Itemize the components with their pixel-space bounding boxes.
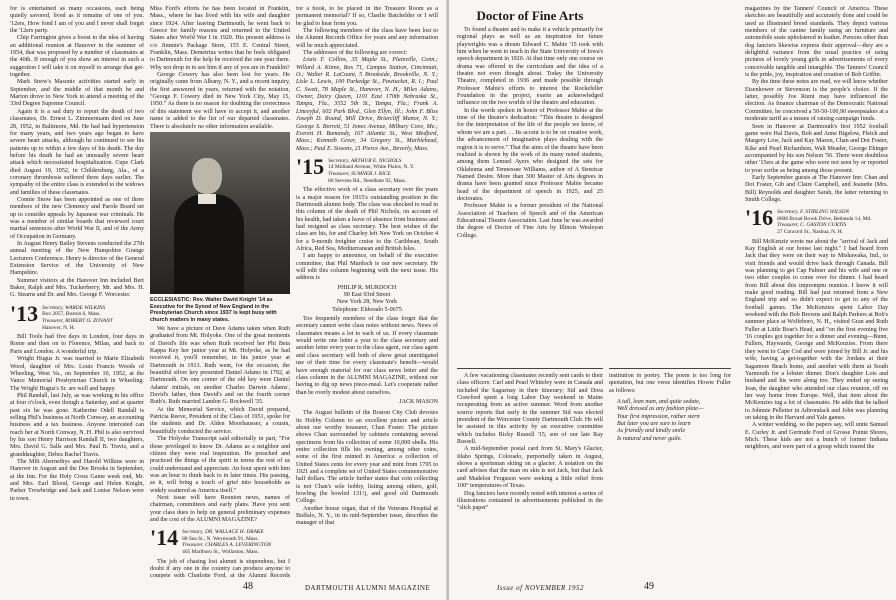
- paragraph: The following members of the class have been lost to the Alumni Records Office for years and any information will be much appreciated.: [296, 28, 438, 49]
- paragraph: Again it is a sad duty to report the death of two classmates, Dr. Ernest L. Zimmermann died on June 28, 1952, in Baltimore, Md. He had had hypertension for many years, and two years ago began to have severe heart attacks, although he continued to see his patients up to within a few days of his death. The day before his death he had an unusually severe heart attack which necessitated hospitalization. Cupe Clark died August 19, 1952, in Childersburg, Ala., of a coronary thrombosis suffered three days earlier. The sympathy of the entire class is extended to the widows and families of these classmates.: [10, 108, 144, 196]
- paragraph: In August Henry Bailey Stevens conducted the 27th annual meeting of the New Hampshire Grange Lecturers Conference. Henry is director of the General Extension Service of the University of New Hampshire.: [10, 241, 144, 277]
- page-number-right: 49: [644, 581, 654, 592]
- paragraph: Mark Snow's Masonic activities started early in September, and the middle of that month he and Marion drove to New York to attend a meeting of the 33rd Degree Supreme Council.: [10, 79, 144, 108]
- paragraph: At the Memorial Service, which David prepared, Patricia Reeve, President of the Class of 1951, spoke for the students and Dr. Alden Moorhausser, a cousin, beautifully conducted the service.: [150, 406, 290, 435]
- class-officers: Secretary, DR. WALLACE H. DRAKE 88 Sea St., N. Weymouth 91, Mass. Treasurer, CHARLES A. LEVERINGTON 465 Marlboro St., Wollaston, Mass.: [182, 529, 272, 556]
- right-column-1-bottom: [457, 364, 603, 576]
- left-column-2-bottom: [150, 326, 290, 578]
- paragraph: The Milt Abernethys and Harold Wilkins were in Hanover in August and the Dee Brooks in September, at the Inn. For the Holy Cross Game week end, Mr. and Mrs. Earl Blood, George and Helen Knight, Parker Trowbridge and Jack and Louise Nelson were in town.: [10, 458, 144, 502]
- paragraph: Early September guests at The Hanover Inn: Chan and Dot Foster, Gib and Claire Campbell, and Jeanette (Mrs. Bill) Reynolds and daughter Sarah, the latter returning to Smith College.: [745, 174, 888, 203]
- paragraph: The job of chasing lost alumni is stupendous, but I doubt if any one in the country can produce anyone to compete with Charlotte Ford, at the Alumni Records: [150, 558, 290, 578]
- paragraph: We have a picture of Dave Adams taken when Ruth graduated from Mt. Holyoke. One of the great moments of David's life was when Ruth received her Phi Beta Kappa Key her junior year at Mt. Holyoke, as he had received it, you'll remember, in his junior year at Dartmouth in 1913. Ruth went, for the occasion, the beautiful silver key presented Daniel Adams in 1792, at Dartmouth. On one corner of the old key were Daniel Adams' initials, on another Charles Darwin Adams', David's father, then David's and on the fourth corner Ruth's. Ruth married Landon G. Rockwell '35.: [150, 326, 290, 406]
- divider: [609, 368, 731, 369]
- issue-date: Issue of NOVEMBER 1952: [497, 584, 585, 592]
- paragraph: Another house organ, that of the Veterans Hospital at Buffalo, N. Y., in its mid-September issue, describes the manager of that: [296, 505, 438, 527]
- class-number: '16: [745, 205, 774, 231]
- portrait-photo: [150, 132, 290, 294]
- paragraph: I am happy to announce, on behalf of the executive committee, that Phil Murdoch is our new secretary. He will edit this column beginning with the next issue. His address is: [296, 253, 438, 282]
- paragraph: institution in poetry. The poem is too long for quotation, but one verse identifies Howie Fuller as follows:: [609, 373, 731, 394]
- paragraph: The Holyoke Transcript said editorially in part, "For those privileged to know Dr. Adams as a neighbor and citizen they were real inspiration. He preached and practiced the things of the spirit in terms the rest of us could understand and appreciate. An hour spent with him was an hour to think back to in later times. His passing, as it, will bring a touch of grief into households as widely scattered as America itself.": [150, 436, 290, 494]
- left-column-1: [10, 6, 144, 578]
- paragraph: Bill Toole had five days in London, four days in Rome and then on to Florence, Milan, and back to Paris and London. A wonderful trip.: [10, 334, 144, 355]
- class-number: '15: [296, 153, 325, 179]
- secretary-address-block: PHILIP R. MURDOCH 90 East 93rd Street New York 28, New York Telephone: Eldorado 5-0675: [332, 284, 402, 313]
- paragraph: Too frequently members of the class forget that the secretary cannot write class notes without news. News of classmates means a lot to each of us. If every classmate would write one letter a year to the class secretary and another letter every year to the class agent, our class agent and class secretary will both of show great unmitigated use of their time for every classmate's benefit—would have enough material for our class news letter and the class column in the ALUMNI MAGAZINE, without our having to dig up news piece-meal. Let's cooperate rather than be overly modest about ourselves.: [296, 316, 438, 396]
- paragraph: Chip Farrington gives a boost to the idea of having an additional reunion at Hanover in the summer of 1954, that was proposed by a number of classmates at the 40th. If enough of you show an interest in such a suggestion I will take it on myself to arrange that get-together.: [10, 35, 144, 79]
- paragraph: Next issue will have Reunion news, names of chairman, committees and early plans. Have you sent your class dues to help on general preliminary expenses and the cost of the ALUMNI MAGAZINE?: [150, 494, 290, 523]
- divider: [457, 368, 603, 369]
- portrait-body: [174, 194, 244, 294]
- portrait-collar: [198, 194, 216, 204]
- page-number-left: 48: [243, 581, 253, 592]
- magazine-name: DARTMOUTH ALUMNI MAGAZINE: [305, 584, 431, 592]
- paragraph: A few vacationing classmates recently sent cards to their class officers: Carl and Pearl Whiteley were in Canada and included the Saguenay in their itinerary; Sid and Dora Crawford spent a long Labor Day weekend in Maine recuperating from an active summer. Word from another source reports that early in the summer Sid was elected president of the Worcester County Dartmouth Club. He will be assisted in this activity by an executive committee which includes Ricky Russell '15, son of our late Ray Russell.: [457, 373, 603, 446]
- paragraph: Professor Mabie is a former president of the National Association of Teachers of Speech and of the American Educational Theatre Association. Last June he was awarded the degree of Doctor of Fine Arts by Illinois Wesleyan College.: [457, 203, 603, 239]
- paragraph: Connie Snow has been appointed as one of three members of the new Clemency and Parole Board set up to consider appeals by Japanese war criminals. He was a member of similar boards that reviewed court martial sentences after World War II, and of the Army of Occupation in Germany.: [10, 196, 144, 240]
- paragraph: Summer visitors at the Hanover Inn included Bert Baker, Ralph and Mrs. Tuckerberry, Mr. and Mrs. H. G. Stearns and Dr. and Mrs. George F. Worcester.: [10, 277, 144, 299]
- paragraph: A mid-September postal card from St. Mary's Glacier, Idaho Springs, Colorado, purportedly taken in August, shows a sportsman skiing on a glacier. A notation on the card advises that the man on skis is not Jack, but that Jack and Madelon Ferguson were seeking a little relief from 100° temperatures of Texas.: [457, 446, 603, 490]
- paragraph: In the words spoken in honor of Professor Mabie at the time of the theatre's dedication: "This theatre is designed for the interpretation of the life of the people we know, of whom we are a part. . . Its accent is to be on creative work, the advancement of imaginative plays dealing with the region it is to serve." That the aims of the theatre have been realized is shown by the work of its many noted students, among them Lemuel Ayers who designed the sets for Oklahoma and Tennessee Williams, author of A Streetcar Named Desire. More than 300 Master of Arts degrees in drama have been granted since Professor Mabie became head of the department of speech in 1925, and 25 doctorates.: [457, 107, 603, 202]
- paragraph: Phil Randall, last July, as was working in his office at four o'clock, even though a Saturday, and at quarter past six he was gone. Katherine Odell Randall is selling Phil's business at North Conway, an accounting business and a tax business. Anyone interested can reach her at North Conway, N. H. Phil is also survived by his son Henry Harrison Randall II, two daughters, Mrs. David G. Salls and Mrs. Paul B. Travis, and a granddaughter, Debra Rachel Travis.: [10, 392, 144, 458]
- right-column-middle: [609, 364, 731, 576]
- class-1916-header: [745, 205, 888, 236]
- paragraph: Louis F. Collins, 35 Maple St., Plainville, Conn.; Willard A. Kinne, Box 71, Campus Station, Cincinnati, O.; Walter R. LaCount, 5 Brookside, Brookville, N. Y.; Lisle L. Lewis, 100 Parkedge St., Pawtucket, R. I.; Paul C. Swett, 78 Maple St., Hanover, N. H.; Miles Adams, Owner, Dairy Queen, 1101 East 170th Nebraska St., Tampa, Fla., 3552 5th St., Tampa, Fla.; Frank A. Lineeyful, 602 Park Blvd., Glen Ellyn, Ill.; John F. Bliss Joseph D. Round, Mill Drive, Briarcliff Manor, N. Y.; George S. Borrett, 51 Jones Avenue, Milbury Cove, Me.; Everett H. Bomandy, 167 Atlantic St., West Medford, Mass.; Kenneth Greer, 34 Gregory St., Marblehead, Mass.; Paul E. Sissons, 21 Pierce Ave., Beverly, Mass.: [296, 57, 438, 152]
- paragraph: Seen in Hanover at Dartmouth's first 1952 football game were Hal Davis, Bob and Anne Bigelow, Fletch and Margery Low, Jack and Kay Mason, Chan and Dot Foster, Kike and Pearl Richardson, Walt Meader, George Ehinger accompanied by his son Nelson '56. There were doubtless other '15ers at the game who were not seen by or reported to your scribe as being among those present.: [745, 123, 888, 174]
- article-title: Doctor of Fine Arts: [476, 8, 584, 23]
- left-column-2-top: [150, 6, 290, 128]
- right-page: [449, 0, 896, 600]
- left-column-3: [296, 6, 438, 578]
- paragraph: George Cowery has also been lost for years. He originally came from Albany, N. Y., and a recent inquiry, the first answered in years, returned with the notation, "George F. Cowery died in New York City, May 15, 1950." As there is no reason for doubting the correctness of this statement we will have to accept it, and another name is added to the list of our departed classmates. There is absolutely no other information available.: [150, 72, 290, 128]
- class-number: '13: [10, 300, 39, 326]
- paragraph: The addresses of the following are correct:: [303, 50, 408, 57]
- right-column-middle-top: [609, 6, 731, 358]
- class-number: '14: [150, 525, 179, 551]
- paragraph: To found a theatre and to make it a vehicle primarily for regional plays as well as an inspiration for future playwrights was a dream Edward C. Mabie '15 took with him when he went to teach in the State University of Iowa's speech department in 1920. At that time only one course on drama was offered in the curriculum and the idea of a theatre not even thought about. Today the University Theatre, completed in 1936 and made possible through Professor Mabie's efforts to interest the Rockefeller Foundation in the project, exerts an acknowledged influence on the two worlds of the theatre and education.: [457, 27, 603, 107]
- right-column-2: [745, 6, 888, 578]
- class-officers: Secretary, F. STIRLING WILSON 8608 Broad Brook Drive, Bethesda 14, Md. Treasurer, C. GASTON CURTIS 27 Concord St., Nashua, N. H.: [777, 209, 872, 236]
- paragraph: Bill McKenzie wrote me about the "arrival of Jack and Kay English at our house last night." I had heard from Jack that they were on their way to Mishawaka, Ind., to visit friends and would drive back through Canada. Bill was planning to get Cap Palmer and his wife and one or two other couples to come over for dinner. I had heard from Bill about this impromptu reunion. I know it will make good reading. Bill had just returned from a New England trip and so didn't expect to get to any of the football games. The McKenzies spent Labor Day weekend with the Bob Browns and Ralph Parkers at Bob's summer place at Wolfeboro, N. H., visited Gran and Ruth Fuller at Little Boar's Head, and "on the first evening five '16 couples got together for a dinner and evening—Bunn, Fullers, Haywards, George and McKenzies. From there they went to Cape Cod and were joined by Bill Jr. and his wife, having a get-together with the Jordans at their Sagamore Beach home, and another with them at South Yarmouth for a lobster dinner. Don's daughter Lois and husband and his were along too. They ended up seeing Jean, the daughter who attended our class reunion, off on her way home from Europe. Well, that item about the McKenzies tug a lot of classmates. He adds that he talked to Johnnie Pelletier in Adirondack and John was planning on taking in the Harvard and Yale games.: [745, 238, 888, 421]
- portrait-head: [192, 158, 222, 194]
- class-1915-header: [296, 153, 438, 184]
- paragraph: The August bulletin of the Boston City Club devotes its Hobby Column to an excellent picture and article about our worthy treasurer, Chan Foster. The picture shows Chan surrounded by cabinets containing several specimens from his collection of some 10,000 shells. His entire collection fills his owning, among other coins, some of the first minted in America: a collection of United States cents for every year and mint from 1795 to 1921 and a complete set of United States commemorative half dollars. The article further states that coin collecting is not Chan's sole hobby, listing among others, golf, bowling (he bowled 131!), and good old Dartmouth College.: [296, 410, 438, 505]
- paragraph: A winter wedding, so the papers say, will unite Samuel E. Curley Jr. and Gertrude Ford of Grosse Pointe Shores, Mich. These kids are not a bunch of former Indiana neighbors, and were part of a group which toured the: [745, 422, 888, 451]
- poem: A tall, lean man, and quite sedate, Well dressed as any fashion plate— Your first impression, rather stern But later you are sure to learn As friendly and kindly smile Is natural and never guile.: [617, 399, 704, 442]
- right-column-1: [457, 6, 603, 362]
- left-page: [0, 0, 447, 600]
- class-officers: Secretary, WARDE WILKINS Box 2057, Boston 6, Mass. Treasurer, ROBERT O. ZOVANT Hanover, N. H.: [42, 304, 113, 331]
- class-officers: Secretary, ARTHUR E. NICHOLS 14 Midland Avenue, White Plains, N. Y. Treasurer, SUMNER J. RICE 80 Stevens Rd., Needham 92, Mass.: [328, 157, 415, 184]
- paragraph: Miss Ford's efforts he has been located in Franklin, Mass., where he has lived with his wife and daughter since 1924. After leaving Dartmouth, he went back to Greece for family reasons and returned to the United States after World War I in 1920. His present address is c/o Jimmie's Package Store, 155 E. Central Street, Franklin, Mass. Demetrius writes that he feels obligated to Dartmouth for the help he received the one year there. Why not drop in to see him if any of you are in Franklin?: [150, 6, 290, 71]
- paragraph: Wright Hugus Jr. was married to Marie Elizabeth Wood, daughter of Mrs. Louis Francis Woods of Wheeling, West Va., on September 10, 1952, at the Vance Memorial Presbyterian Church in Wheeling. The Wright Hugus's Sr. are well and happy.: [10, 356, 144, 392]
- signature: JACK MASON: [399, 398, 438, 405]
- paragraph: for is entertained as many occasions, each being quietly savored, lived as it remains of one of you. '12ers, How fond I am of you and I never shall forget the '12ers party.: [10, 6, 144, 35]
- paragraph: By the time these notes are read, we will know whether Eisenhower or Stevenson is the people's choice. If the latter, possibly Joe Rumi may have influenced the election. As finance chairman of the Democratic National Committee, he conceived a 50-50-100,90 sweepstakes at a moderate tariff as a means of raising campaign funds.: [745, 79, 888, 123]
- paragraph: for a book, to be placed in the Treasure Room as a permanent memorial? If so, Charlie Batchelder or I will be glad to hear from you.: [296, 6, 438, 27]
- photo-caption: ECCLESIASTIC: Rev. Walter David Knight '14 as Executive for the Synod of New England in the Presbyterian Church since 1937 is kept busy with church matters in many states.: [150, 297, 277, 323]
- paragraph: The effective work of a class secretary over the years is a major reason for 1915's outstanding position in the Dartmouth alumni body. The class was shocked to read in this column of the death of Phil Nichols, on account of his health, had taken a leave of absence from business and had resigned as class secretary. The best wishes of the class are his, for and Charley left New York on October 4 for a 9-month freighter cruise to the Caribbean, South Africa, Red Sea, Mediterranean and British Isles.: [296, 187, 438, 252]
- paragraph: magazines by the Tanners' Council of America. These sketches are beautifully and accurately done and could be used as illustrated breed standards. They depict various members of the canine family using an furniture and automobile seats upholstered in leather. Persons other than dog fanciers likewise express their approval—they are a delightful variance from the usual practice of using pictures of lovely young girls in advertisements of every conceivable tangible and intangible. The Tanners' Council is the pride, joy, inspiration and creation of Bob Griffin.: [745, 6, 888, 79]
- class-1914-header: [150, 525, 290, 556]
- class-1913-header: [10, 300, 144, 331]
- paragraph: Dog fanciers have recently noted with interest a series of illustrations contained in advertisements published in the "slick paper": [457, 490, 603, 512]
